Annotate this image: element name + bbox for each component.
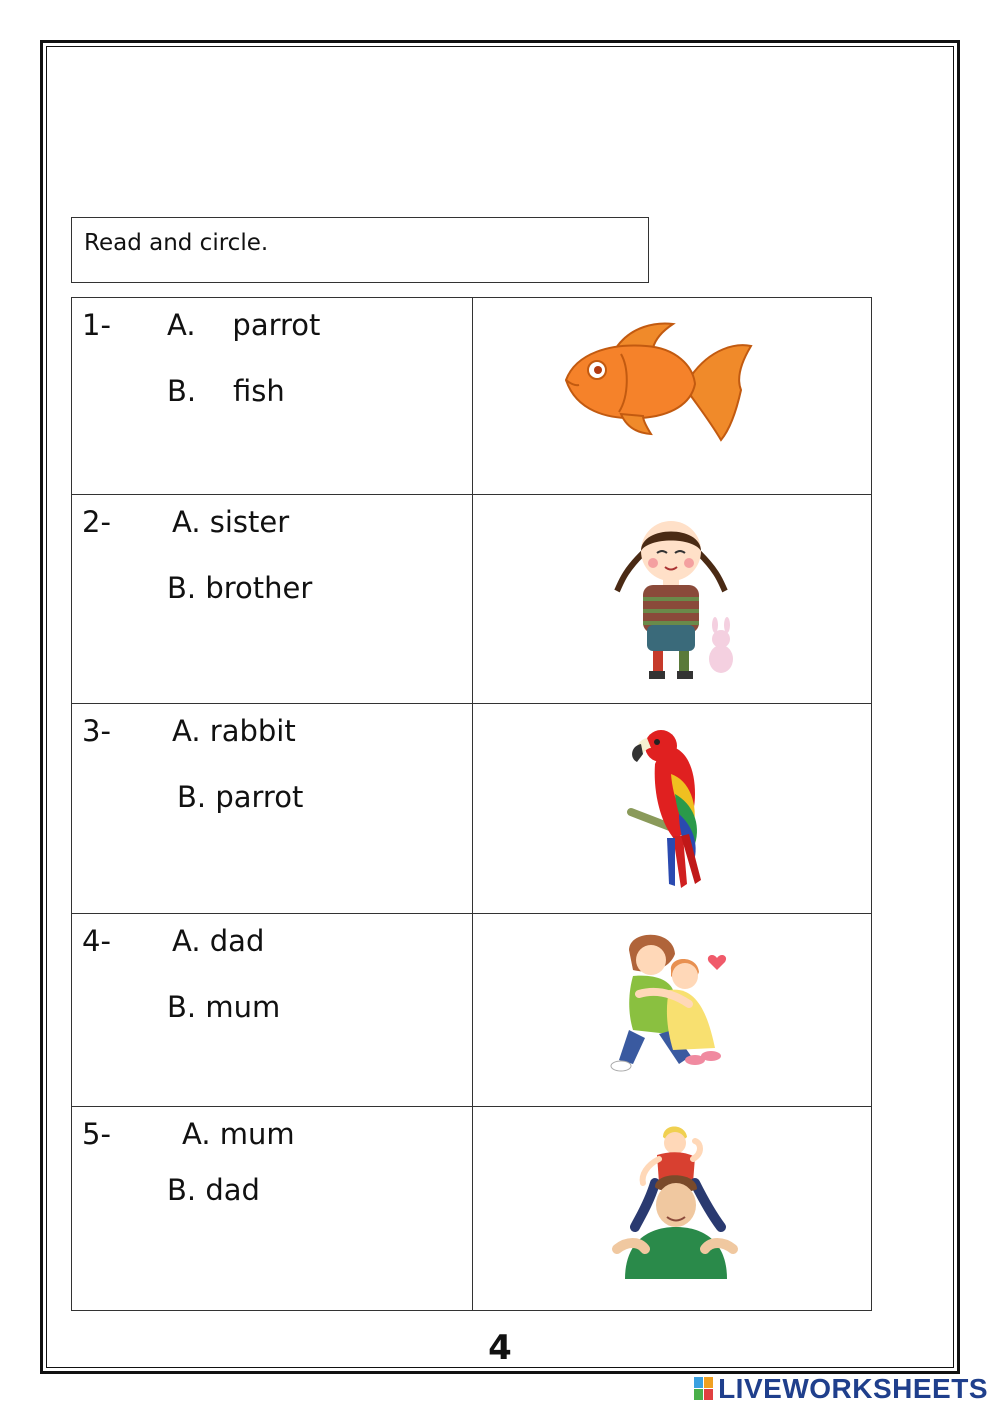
instruction-text: Read and circle. [84,230,269,256]
option-a[interactable]: A. mum [182,1117,295,1151]
mum-hugging-child-icon [599,930,751,1080]
goldfish-icon [561,318,761,446]
picture-cell [473,1107,871,1310]
question-row-1 [72,298,871,495]
page-number: 4 [488,1328,512,1368]
picture-cell [473,495,871,703]
question-number: 3- [82,714,111,748]
question-number: 5- [82,1117,111,1151]
question-number: 1- [82,308,111,342]
dad-carrying-child-icon [609,1123,741,1279]
picture-cell [473,914,871,1106]
instruction-box [71,217,649,283]
girl-with-bunny-icon [603,513,739,681]
liveworksheets-watermark [694,1374,988,1404]
watermark-text: LIVEWORKSHEETS [718,1373,988,1404]
question-row-3 [72,704,871,914]
question-row-5 [72,1107,871,1310]
option-a[interactable]: A. sister [172,505,290,539]
option-b[interactable]: B. dad [167,1173,260,1207]
option-a[interactable]: A. parrot [167,308,321,342]
liveworksheets-logo-icon [694,1377,714,1401]
option-b[interactable]: B. mum [167,990,281,1024]
option-b[interactable]: B. brother [167,571,313,605]
question-row-2 [72,495,871,704]
question-number: 2- [82,505,111,539]
option-b[interactable]: B. fish [167,374,285,408]
option-a[interactable]: A. rabbit [172,714,296,748]
option-a[interactable]: A. dad [172,924,265,958]
question-number: 4- [82,924,111,958]
picture-cell [473,298,871,494]
option-b[interactable]: B. parrot [177,780,304,814]
parrot-icon [623,724,713,890]
question-table [71,297,872,1311]
question-row-4 [72,914,871,1107]
picture-cell [473,704,871,913]
